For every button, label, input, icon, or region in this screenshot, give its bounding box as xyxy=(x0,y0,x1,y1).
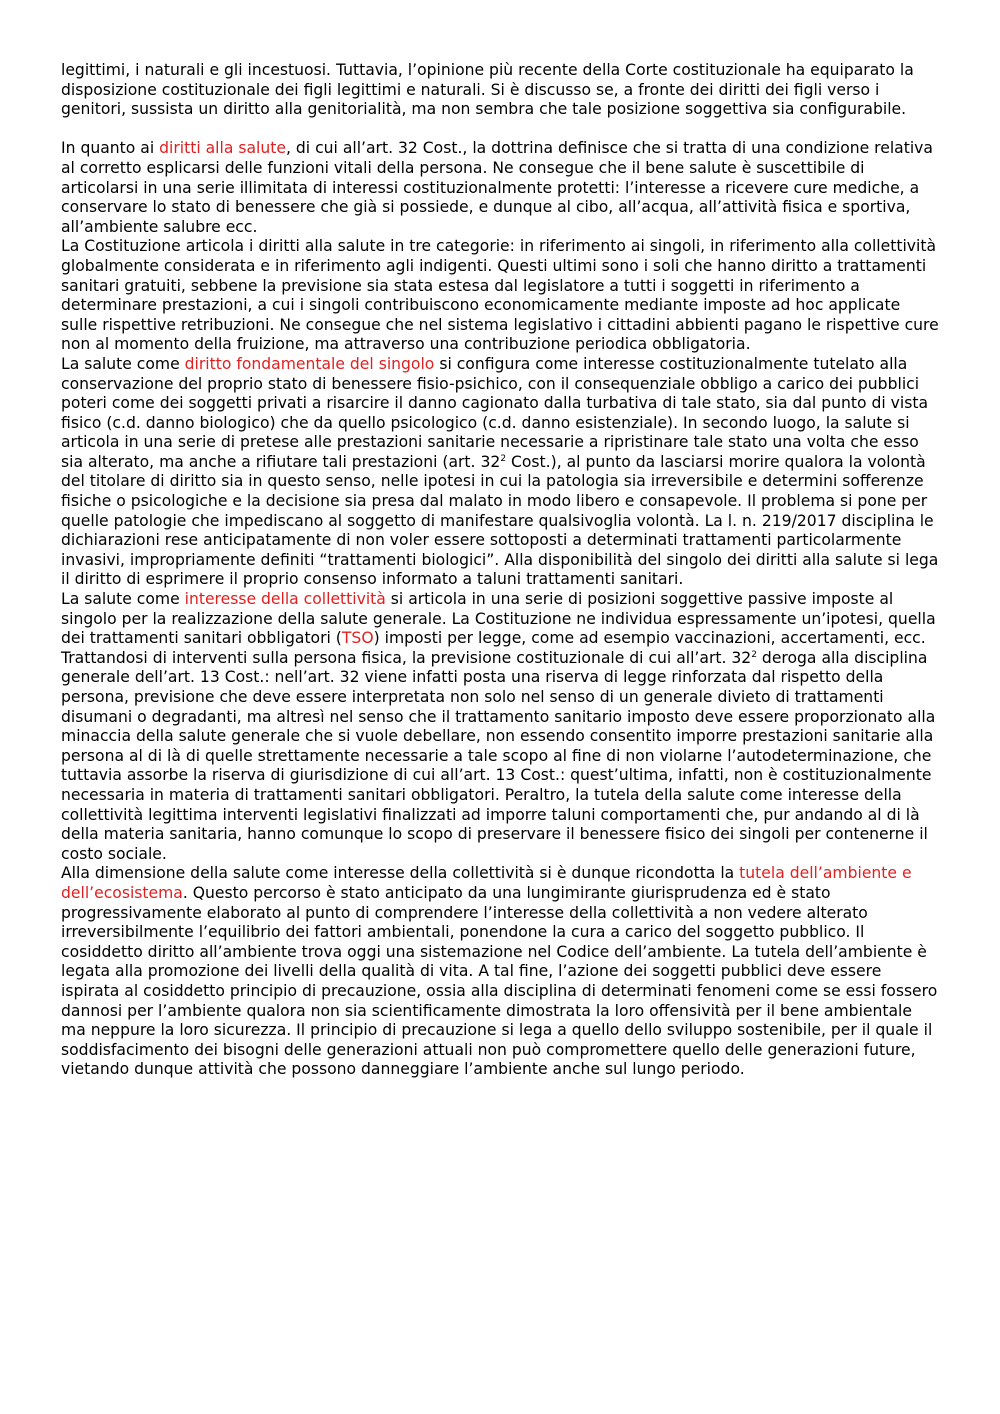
paragraph-text: , di cui all’art. 32 Cost., la dottrina definisce che si tratta di una condizione relativa al corretto esplicarsi delle funzioni vitali della persona. Ne consegue che il bene salute è suscettibile di articolarsi in una serie illimitata di interessi costituzionalmente protetti: l’interesse a ricevere cure mediche, a conservare lo stato di benessere che già si possiede, e dunque al cibo, all’acqua, all’attività fisica e sportiva, all’ambiente salubre ecc. xyxy=(61,139,933,236)
paragraph-ambiente xyxy=(61,864,941,1080)
paragraph-text: In quanto ai xyxy=(61,139,160,158)
paragraph-text: ) imposti per legge, come ad esempio vaccinazioni, accertamenti, ecc. Trattandosi di interventi sulla persona fisica, la previsione costituzionale di cui all’art. 32 xyxy=(61,629,926,667)
document-page xyxy=(61,61,941,1080)
paragraph-categorie xyxy=(61,237,941,355)
paragraph-text: Cost.), al punto da lasciarsi morire qualora la volontà del titolare di diritto sia in questo senso, nelle ipotesi in cui la patologia sia irreversibile e determini sofferenze fisiche o psicologiche e la decisione sia presa dal malato in modo libero e consapevole. Il problema si pone per quelle patologie che impediscano al soggetto di manifestare qualsivoglia volontà. La l. n. 219/2017 disciplina le dichiarazioni rese anticipatamente di non voler essere sottoposti a determinati trattamenti particolarmente invasivi, impropriamente definiti “trattamenti biologici”. Alla disponibilità del singolo dei diritti alla salute si lega il diritto di esprimere il proprio consenso informato a taluni trattamenti sanitari. xyxy=(61,452,939,589)
paragraph-collettivita xyxy=(61,590,941,864)
highlighted-term: tutela dell’ambiente e dell’ecosistema xyxy=(61,864,912,902)
highlighted-term: diritto fondamentale del singolo xyxy=(184,354,435,373)
paragraph-text: La salute come xyxy=(61,354,185,373)
paragraph-text: legittimi, i naturali e gli incestuosi. Tuttavia, l’opinione più recente della Corte costituzionale ha equiparato la disposizione costituzionale dei figli legittimi e naturali. Si è discusso se, a fronte dei diritti dei figli verso i genitori, sussista un diritto alla genitorialità, ma non sembra che tale posizione soggettiva sia configurabile. xyxy=(61,61,914,119)
paragraph-text: . Questo percorso è stato anticipato da una lungimirante giurisprudenza ed è stato progressivamente elaborato al punto di comprendere l’interesse della collettività a non vedere alterato irreversibilmente l’equilibrio dei fattori ambientali, ponendone la cura a carico del soggetto pubblico. Il cosiddetto diritto all’ambiente trova oggi una sistemazione nel Codice dell’ambiente. La tutela dell’ambiente è legata alla promozione dei livelli della qualità di vita. A tal fine, l’azione dei soggetti pubblici deve essere ispirata al cosiddetto principio di precauzione, ossia alla disciplina di determinati fenomeni come se essi fossero dannosi per l’ambiente qualora non sia scientificamente dimostrata la loro offensività per il bene ambientale ma neppure la loro sicurezza. Il principio di precauzione si lega a quello dello sviluppo sostenibile, per il quale il soddisfacimento dei bisogni delle generazioni attuali non può compromettere quello delle generazioni future, vietando dunque attività che possono danneggiare l’ambiente anche sul lungo periodo. xyxy=(61,883,938,1079)
superscript: 2 xyxy=(500,453,507,464)
paragraph-text: La salute come xyxy=(61,590,185,609)
superscript: 2 xyxy=(751,649,757,660)
paragraph-text: deroga alla disciplina generale dell’art. 13 Cost.: nell’art. 32 viene infatti posta una riserva di legge rinforzata dal rispetto della persona, previsione che deve essere interpretata non solo nel senso di un generale divieto di trattamenti disumani o degradanti, ma altresì nel senso che il trattamento sanitario imposto deve essere proporzionato alla minaccia della salute generale che si vuole debellare, non essendo consentito imporre prestazioni sanitarie alla persona al di là di quelle strettamente necessarie a tale scopo al fine di non violarne l’autodeterminazione, che tuttavia assorbe la riserva di giurisdizione di cui all’art. 13 Cost.: quest’ultima, infatti, non è costituzionalmente necessaria in materia di trattamenti sanitari obbligatori. Peraltro, la tutela della salute come interesse della collettività legittima interventi legislativi finalizzati ad imporre taluni comportamenti che, pur andando al di là della materia sanitaria, hanno comunque lo scopo di preservare il benessere fisico dei singoli per contenerne il costo sociale. xyxy=(61,648,936,863)
paragraph-diritti-salute xyxy=(61,139,941,237)
paragraph-diritto-singolo xyxy=(61,355,941,590)
highlighted-term: diritti alla salute xyxy=(159,139,286,158)
paragraph-text: si articola in una serie di posizioni soggettive passive imposte al singolo per la realizzazione della salute generale. La Costituzione ne individua espressamente un’ipotesi, quella dei trattamenti sanitari obbligatori ( xyxy=(61,590,936,648)
paragraph-spacer xyxy=(61,120,941,140)
highlighted-term: TSO xyxy=(341,629,374,648)
paragraph-text: si configura come interesse costituzionalmente tutelato alla conservazione del proprio stato di benessere fisio-psichico, con il consequenziale obbligo a carico dei pubblici poteri come dei soggetti privati a risarcire il danno cagionato dalla turbativa di tale stato, sia dal punto di vista fisico (c.d. danno biologico) che da quello psicologico (c.d. danno esistenziale). In secondo luogo, la salute si articola in una serie di pretese alle prestazioni sanitarie necessarie a ripristinare tale stato una volta che esso sia alterato, ma anche a rifiutare tali prestazioni (art. 32 xyxy=(61,354,929,471)
highlighted-term: interesse della collettività xyxy=(184,590,386,609)
paragraph-figli xyxy=(61,61,941,120)
paragraph-text: La Costituzione articola i diritti alla salute in tre categorie: in riferimento ai singoli, in riferimento alla collettività globalmente considerata e in riferimento agli indigenti. Questi ultimi sono i soli che hanno diritto a trattamenti sanitari gratuiti, sebbene la previsione sia stata estesa dal legislatore a tutti i soggetti in riferimento a determinare prestazioni, a cui i singoli contribuiscono economicamente mediante imposte ad hoc applicate sulle rispettive retribuzioni. Ne consegue che nel sistema legislativo i cittadini abbienti pagano le rispettive cure non al momento della fruizione, ma attraverso una contribuzione periodica obbligatoria. xyxy=(61,237,939,354)
paragraph-text: Alla dimensione della salute come interesse della collettività si è dunque ricondotta la xyxy=(61,864,740,883)
